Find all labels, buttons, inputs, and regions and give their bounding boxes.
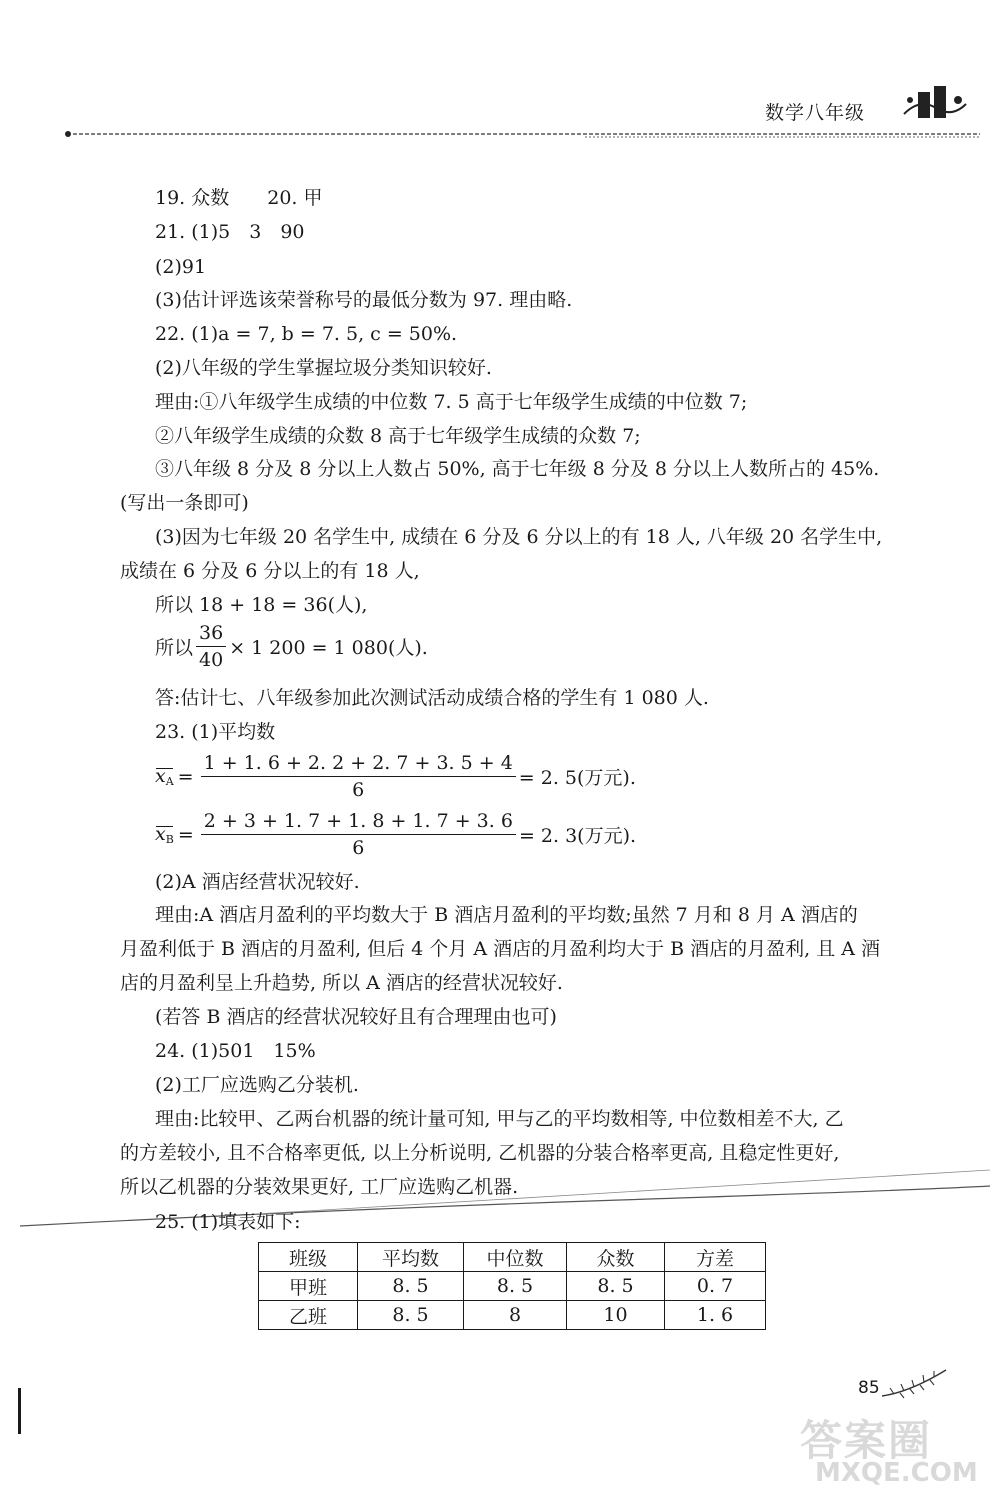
- fraction-numerator: 36: [196, 622, 226, 647]
- mean-b-fraction: [201, 810, 516, 859]
- table-header-cell: 中位数: [464, 1243, 567, 1272]
- answer-22-reason-3: ③八年级 8 分及 8 分以上人数占 50%, 高于七年级 8 分及 8 分以上人数所占的 45%.: [155, 458, 880, 480]
- fraction-prefix: 所以: [155, 637, 194, 659]
- mean-a-fraction: [201, 752, 516, 801]
- margin-mark: [18, 1388, 21, 1434]
- vine-decoration-icon: [880, 1362, 950, 1402]
- table-cell: 0. 7: [665, 1272, 766, 1301]
- mean-b-result: = 2. 3(万元).: [518, 825, 637, 847]
- table-cell: 10: [567, 1301, 665, 1330]
- answer-21-2: (2)91: [155, 256, 207, 278]
- stats-table: [258, 1242, 766, 1330]
- table-cell: 甲班: [259, 1272, 358, 1301]
- table-header-row: [259, 1243, 766, 1272]
- header-title: 数学八年级: [765, 102, 866, 124]
- table-cell: 8: [464, 1301, 567, 1330]
- answer-22-1: 22. (1)a = 7, b = 7. 5, c = 50%.: [155, 323, 458, 345]
- answer-22-note: (写出一条即可): [120, 492, 249, 514]
- table-cell: 8. 5: [464, 1272, 567, 1301]
- table-row: [259, 1301, 766, 1330]
- mean-b-symbol: $x_B$: [155, 823, 174, 846]
- mean-b-equation: $x_B$ = $\frac{2 + 3 + 1. 7 + 1. 8 + 1. 7 + 3. 6}{6}$ = 2. 3(万元).: [155, 810, 637, 859]
- answer-23-2: (2)A 酒店经营状况较好.: [155, 871, 360, 893]
- table-cell: 8. 5: [358, 1301, 464, 1330]
- answer-21-1: 21. (1)5 3 90: [155, 221, 305, 243]
- answer-22-conclusion: 答:估计七、八年级参加此次测试活动成绩合格的学生有 1 080 人.: [155, 687, 709, 709]
- answer-24-2: (2)工厂应选购乙分装机.: [155, 1074, 359, 1096]
- table-header-cell: 众数: [567, 1243, 665, 1272]
- answer-24-reason-3: 所以乙机器的分装效果更好, 工厂应选购乙机器.: [120, 1176, 519, 1198]
- header-divider: [65, 130, 985, 138]
- answer-22-3-fraction-line: [155, 622, 428, 671]
- answer-24-reason-1: 理由:比较甲、乙两台机器的统计量可知, 甲与乙的平均数相等, 中位数相差不大, 乙: [155, 1108, 844, 1130]
- answer-23-reason-2: 月盈利低于 B 酒店的月盈利, 但后 4 个月 A 酒店的月盈利均大于 B 酒店的月盈利, 且 A 酒: [120, 938, 881, 960]
- table-cell: 8. 5: [567, 1272, 665, 1301]
- table-cell: 1. 6: [665, 1301, 766, 1330]
- mean-b-denominator: 6: [352, 837, 365, 859]
- table-header-cell: 方差: [665, 1243, 766, 1272]
- table-header-cell: 平均数: [358, 1243, 464, 1272]
- answer-23-reason-3: 店的月盈利呈上升趋势, 所以 A 酒店的经营状况较好.: [120, 972, 563, 994]
- answer-24-reason-2: 的方差较小, 且不合格率更低, 以上分析说明, 乙机器的分装合格率更高, 且稳定性更好,: [120, 1142, 840, 1164]
- page-number: 85: [858, 1378, 880, 1398]
- mean-a-numerator: 1 + 1. 6 + 2. 2 + 2. 7 + 3. 5 + 4: [201, 752, 516, 777]
- mean-a-result: = 2. 5(万元).: [518, 767, 636, 789]
- table-cell: 8. 5: [358, 1272, 464, 1301]
- mean-b-numerator: 2 + 3 + 1. 7 + 1. 8 + 1. 7 + 3. 6: [201, 810, 516, 835]
- fraction-36-40: [196, 622, 226, 671]
- fraction-denominator: 40: [199, 649, 224, 671]
- header-decoration-icon: [900, 78, 970, 128]
- watermark-text: 答案圈: [800, 1416, 933, 1465]
- answer-21-3: (3)估计评选该荣誉称号的最低分数为 97. 理由略.: [155, 289, 573, 311]
- answer-23-reason-1: 理由:A 酒店月盈利的平均数大于 B 酒店月盈利的平均数;虽然 7 月和 8 月 A 酒店的: [155, 904, 858, 926]
- answer-22-3-line-1: (3)因为七年级 20 名学生中, 成绩在 6 分及 6 分以上的有 18 人, 八年级 20 名学生中,: [155, 526, 883, 548]
- watermark-url: MXQE.COM: [815, 1458, 978, 1488]
- answer-23-note: (若答 B 酒店的经营状况较好且有合理理由也可): [155, 1006, 557, 1028]
- mean-a-denominator: 6: [352, 779, 365, 801]
- mean-a-symbol: $x_A$: [155, 765, 174, 788]
- fraction-suffix: × 1 200 = 1 080(人).: [229, 637, 428, 659]
- answer-22-reason-1: 理由:①八年级学生成绩的中位数 7. 5 高于七年级学生成绩的中位数 7;: [155, 391, 748, 413]
- answer-23-1: 23. (1)平均数: [155, 721, 276, 743]
- table-row: [259, 1272, 766, 1301]
- mean-a-equation: $x_A$ = $\frac{1 + 1. 6 + 2. 2 + 2. 7 + 3. 5 + 4}{6}$ = 2. 5(万元).: [155, 752, 636, 801]
- answer-24-1: 24. (1)501 15%: [155, 1040, 316, 1062]
- answer-22-reason-2: ②八年级学生成绩的众数 8 高于七年级学生成绩的众数 7;: [155, 425, 641, 447]
- answer-22-3-line-2: 成绩在 6 分及 6 分以上的有 18 人,: [120, 560, 420, 582]
- answer-25-1: 25. (1)填表如下:: [155, 1211, 301, 1233]
- table-cell: 乙班: [259, 1301, 358, 1330]
- table-header-cell: 班级: [259, 1243, 358, 1272]
- answer-22-3-line-3: 所以 18 + 18 = 36(人),: [155, 594, 368, 616]
- answer-19-20: 19. 众数 20. 甲: [155, 187, 323, 209]
- answer-22-2: (2)八年级的学生掌握垃圾分类知识较好.: [155, 357, 492, 379]
